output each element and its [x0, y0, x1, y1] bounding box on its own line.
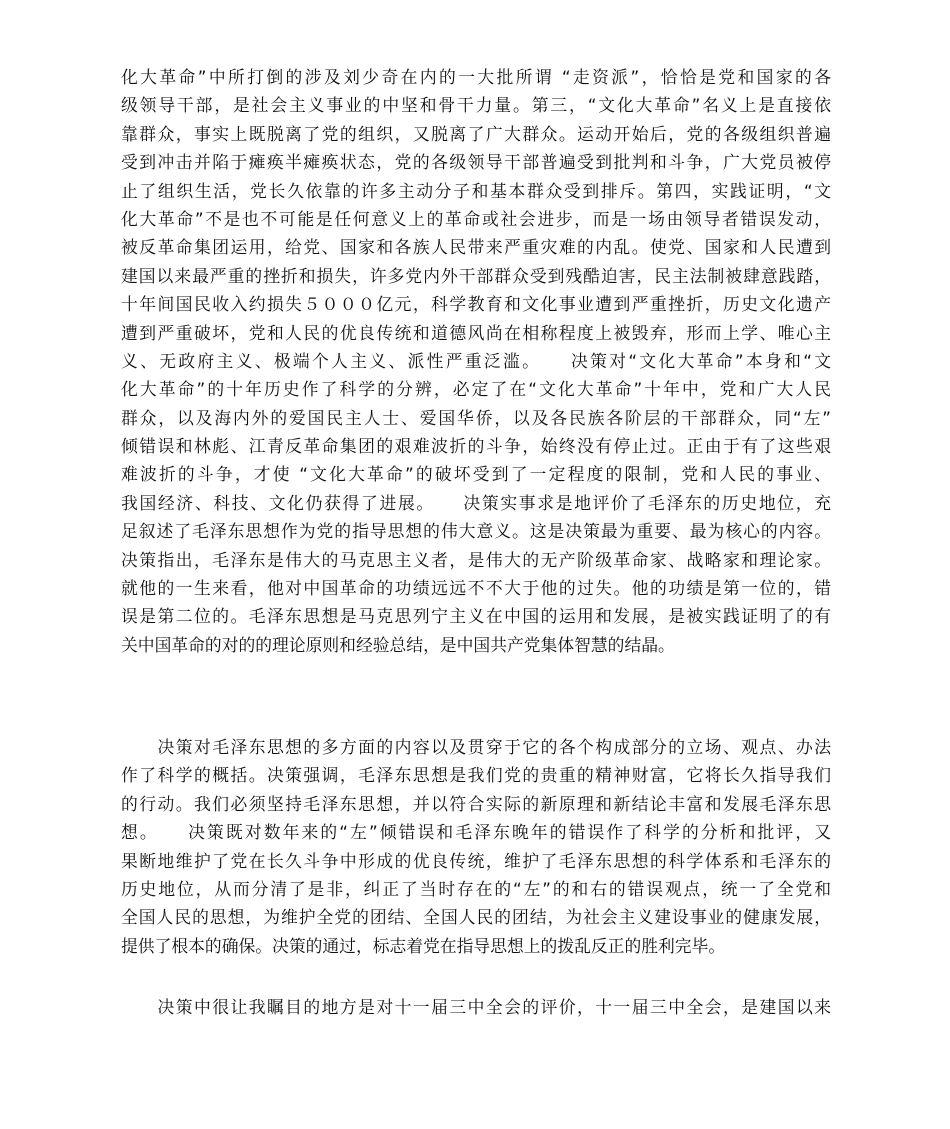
text-line: 义、无政府主义、极端个人主义、派性严重泛滥。 决策对“文化大革命”本身和“文 — [121, 350, 831, 371]
text-line: 果断地维护了党在长久斗争中形成的优良传统，维护了毛泽东思想的科学体系和毛泽东的 — [121, 850, 831, 871]
text-line: 止了组织生活，党长久依靠的许多主动分子和基本群众受到排斥。第四，实践证明，“文 — [121, 180, 831, 201]
text-line: 受到冲击并陷于瘫痪半瘫痪状态，党的各级领导干部普遍受到批判和斗争，广大党员被停 — [121, 152, 831, 173]
text-line: 我国经济、科技、文化仍获得了进展。 决策实事求是地评价了毛泽东的历史地位，充 — [121, 492, 831, 513]
text-line: 化大革命”中所打倒的涉及刘少奇在内的一大批所谓 “走资派”，恰恰是党和国家的各 — [121, 67, 831, 87]
text-line: 误是第二位的。毛泽东思想是马克思列宁主义在中国的运用和发展，是被实践证明了的有 — [121, 606, 831, 627]
text-line: 建国以来最严重的挫折和损失，许多党内外干部群众受到残酷迫害，民主法制被肆意践踏， — [121, 265, 831, 286]
text-line: 决策指出，毛泽东是伟大的马克思主义者，是伟大的无产阶级革命家、战略家和理论家。 — [121, 549, 831, 570]
text-line: 想。 决策既对数年来的“左”倾错误和毛泽东晚年的错误作了科学的分析和批评，又 — [121, 822, 831, 843]
text-line: 倾错误和林彪、江青反革命集团的艰难波折的斗争，始终没有停止过。正由于有了这些艰 — [121, 436, 831, 457]
text-line: 全国人民的思想，为维护全党的团结、全国人民的团结，为社会主义建设事业的健康发展， — [121, 907, 831, 928]
text-line: 提供了根本的确保。决策的通过，标志着党在指导思想上的拨乱反正的胜利完毕。 — [121, 935, 726, 956]
text-line: 遭到严重破坏，党和人民的优良传统和道德风尚在相称程度上被毁弃，形而上学、唯心主 — [121, 322, 831, 343]
text-line: 化大革命”不是也不可能是任何意义上的革命或社会进步，而是一场由领导者错误发动， — [121, 208, 831, 229]
text-line: 被反革命集团运用，给党、国家和各族人民带来严重灾难的内乱。使党、国家和人民遭到 — [121, 237, 831, 258]
paragraph-2 — [121, 733, 831, 960]
text-line: 足叙述了毛泽东思想作为党的指导思想的伟大意义。这是决策最为重要、最为核心的内容。 — [121, 521, 831, 542]
text-line: 群众，以及海内外的爱国民主人士、爱国华侨，以及各民族各阶层的干部群众，同“左” — [121, 407, 831, 428]
text-line: 关中国革命的对的的理论原则和经验总结，是中国共产党集体智慧的结晶。 — [121, 634, 675, 655]
text-line: 级领导干部，是社会主义事业的中坚和骨干力量。第三，“文化大革命”名义上是直接依 — [121, 95, 831, 116]
text-line: 的行动。我们必须坚持毛泽东思想，并以符合实际的新原理和新结论丰富和发展毛泽东思 — [121, 793, 831, 814]
paragraph-1 — [121, 63, 831, 659]
text-line: 就他的一生来看，他对中国革命的功绩远远不不大于他的过失。他的功绩是第一位的，错 — [121, 578, 831, 599]
text-line: 作了科学的概括。决策强调，毛泽东思想是我们党的贵重的精神财富，它将长久指导我们 — [121, 765, 831, 786]
text-line: 靠群众，事实上既脱离了党的组织，又脱离了广大群众。运动开始后，党的各级组织普遍 — [121, 123, 831, 144]
text-line: 历史地位，从而分清了是非，纠正了当时存在的“左”的和右的错误观点，统一了全党和 — [121, 878, 831, 899]
text-line: 难波折的斗争，才使 “文化大革命”的破坏受到了一定程度的限制，党和人民的事业、 — [121, 464, 831, 485]
paragraph-3 — [121, 993, 831, 1021]
text-line: 十年间国民收入约损失５０００亿元，科学教育和文化事业遭到严重挫折，历史文化遗产 — [121, 294, 831, 315]
text-line: 决策中很让我瞩目的地方是对十一届三中全会的评价，十一届三中全会，是建国以来 — [121, 997, 831, 1017]
text-line: 化大革命”的十年历史作了科学的分辨，必定了在“文化大革命”十年中，党和广大人民 — [121, 379, 831, 400]
text-line: 决策对毛泽东思想的多方面的内容以及贯穿于它的各个构成部分的立场、观点、办法 — [121, 737, 831, 757]
